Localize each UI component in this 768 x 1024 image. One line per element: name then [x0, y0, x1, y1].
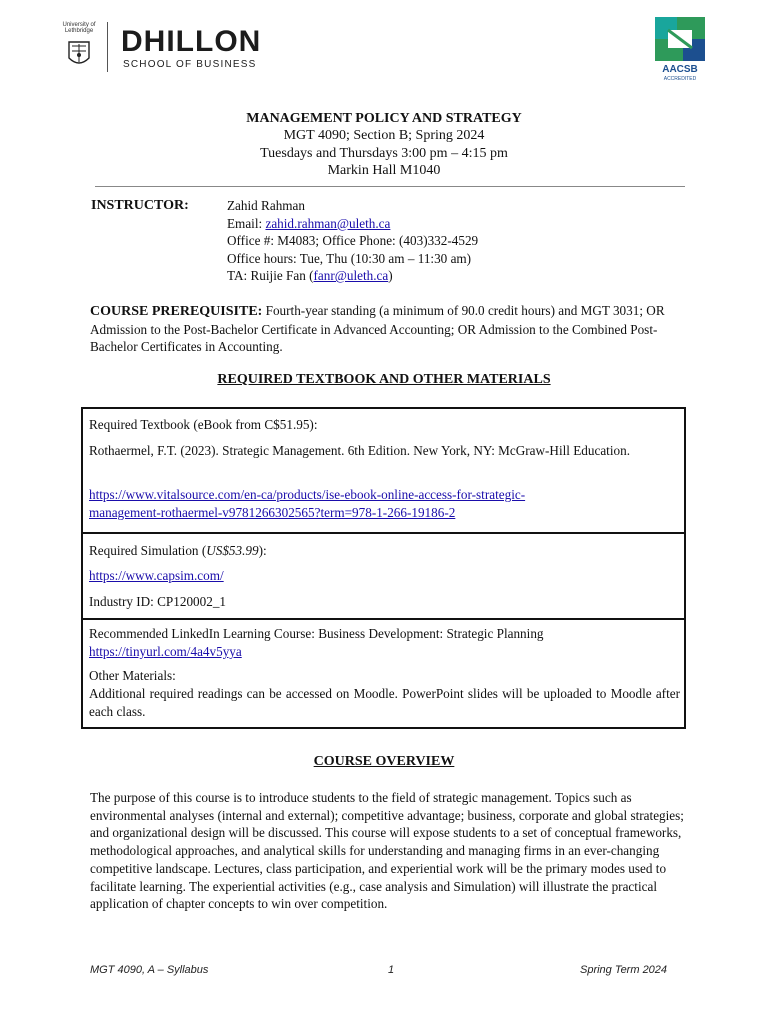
other-materials-text: Additional required readings can be accessed on Moodle. PowerPoint slides will be uploaded to Moodle after each class. [89, 686, 680, 719]
course-schedule: Tuesdays and Thursdays 3:00 pm – 4:15 pm [260, 146, 508, 161]
simulation-url[interactable]: https://www.capsim.com/ [89, 568, 224, 583]
instructor-email-line: Email: zahid.rahman@uleth.ca [227, 215, 391, 231]
footer-course: MGT 4090, A – Syllabus [90, 964, 209, 976]
dhillon-wordmark: DHILLON [121, 25, 262, 58]
instructor-details [227, 197, 478, 285]
overview-heading: COURSE OVERVIEW [313, 754, 455, 769]
industry-id: Industry ID: CP120002_1 [89, 594, 227, 609]
other-materials-label: Other Materials: [89, 668, 176, 683]
materials-row-divider [81, 618, 686, 620]
textbook-link[interactable] [89, 486, 680, 521]
materials-heading: REQUIRED TEXTBOOK AND OTHER MATERIALS [217, 372, 551, 387]
ta-email-link[interactable]: fanr@uleth.ca [313, 268, 389, 283]
instructor-label: INSTRUCTOR: [91, 198, 189, 213]
linkedin-course: Recommended LinkedIn Learning Course: Business Development: Strategic Planning [89, 626, 544, 641]
course-code: MGT 4090; Section B; Spring 2024 [283, 128, 485, 143]
instructor-office-hours: Office hours: Tue, Thu (10:30 am – 11:30 am) [227, 250, 472, 266]
instructor-email-link[interactable]: zahid.rahman@uleth.ca [265, 215, 391, 231]
simulation-link-row [89, 567, 680, 585]
ta-line: TA: Ruijie Fan (fanr@uleth.ca) [227, 268, 393, 283]
materials-row-divider [81, 532, 686, 534]
textbook-url-line-2[interactable]: management-rothaermel-v9781266302565?term=978-1-266-19186-2 [89, 504, 456, 520]
logo-divider [107, 22, 108, 72]
footer-page-number: 1 [388, 964, 395, 976]
accredited-text: ACCREDITED [663, 76, 697, 82]
linkedin-link-row [89, 643, 680, 661]
textbook-label: Required Textbook (eBook from C$51.95): [89, 417, 318, 432]
prerequisite-label: COURSE PREREQUISITE: [90, 304, 263, 319]
course-title: MANAGEMENT POLICY AND STRATEGY [246, 111, 522, 126]
overview-paragraph: The purpose of this course is to introduce students to the field of strategic management. Topics such as environmental analyses (internal and external); competitive advantage; business, corporate and global strategies; and organizational design will be discussed. This course will expose students to a set of conceptual frameworks, methodological approaches, and analytical skills for understanding and managing firms in an ever-changing competitive landscape. Lectures, class participation, and experiential work will be the primary modes used to facilitate learning. The experiential activities (e.g., case analysis and Simulation) will illustrate the practical application of chapter concepts to win over competition. [90, 790, 684, 912]
instructor-office: Office #: M4083; Office Phone: (403)332-4529 [227, 233, 479, 248]
header-divider [95, 186, 685, 187]
simulation-label: Required Simulation (US$53.99): [89, 543, 267, 558]
school-of-business-wordmark: SCHOOL OF BUSINESS [123, 59, 257, 70]
course-prerequisite [90, 302, 690, 356]
aacsb-text: AACSB [662, 64, 698, 75]
footer-term: Spring Term 2024 [580, 964, 668, 976]
linkedin-url[interactable]: https://tinyurl.com/4a4v5yya [89, 644, 242, 659]
course-location: Markin Hall M1040 [327, 163, 441, 178]
aacsb-accredited-logo [655, 17, 705, 83]
textbook-citation: Rothaermel, F.T. (2023). Strategic Management. 6th Edition. New York, NY: McGraw-Hill Education. [89, 443, 630, 458]
instructor-name: Zahid Rahman [227, 198, 306, 213]
prerequisite-text: Fourth-year standing (a minimum of 90.0 credit hours) and MGT 3031; OR Admission to the Post-Bachelor Certificate in Advanced Accounting; OR Admission to the Combined Post-Bachelor Certificates in Accounting. [90, 303, 665, 354]
university-name: University of Lethbridge [62, 22, 96, 34]
textbook-url-line-1[interactable]: https://www.vitalsource.com/en-ca/products/ise-ebook-online-access-for-strategic- [89, 487, 526, 502]
